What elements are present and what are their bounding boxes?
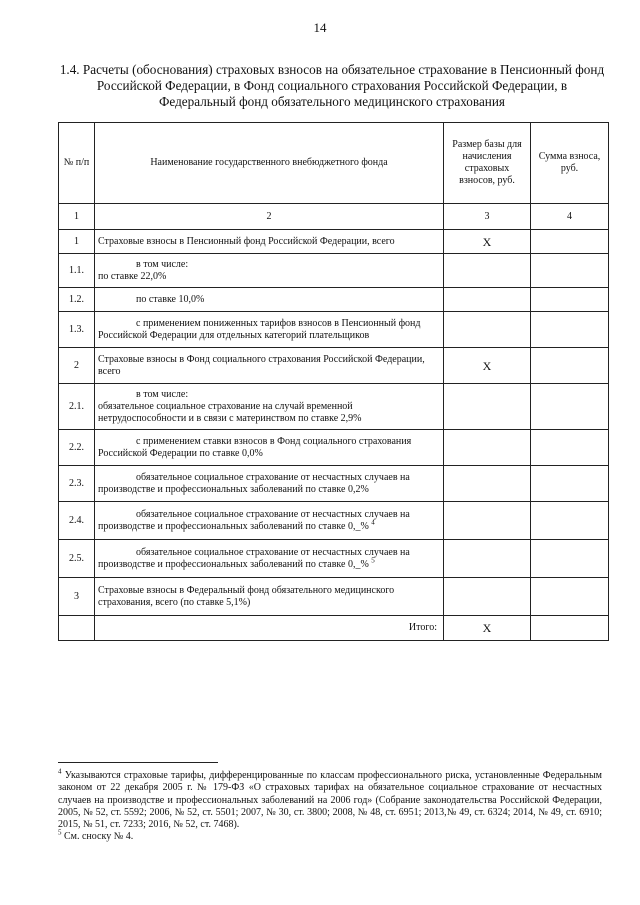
row-name: Страховые взносы в Пенсионный фонд Российской Федерации, всего bbox=[95, 230, 444, 254]
row-name bbox=[95, 254, 444, 288]
footnote-text: См. сноску № 4. bbox=[64, 831, 134, 843]
header-name: Наименование государственного внебюджетного фонда bbox=[95, 123, 444, 204]
table-row bbox=[59, 578, 609, 616]
row-sum bbox=[531, 502, 609, 540]
table-header-row bbox=[59, 123, 609, 204]
row-name bbox=[95, 288, 444, 312]
table-row bbox=[59, 466, 609, 502]
col-number: 4 bbox=[531, 204, 609, 230]
row-base bbox=[444, 384, 531, 430]
row-name bbox=[95, 384, 444, 430]
row-num: 2.5. bbox=[59, 540, 95, 578]
col-number: 1 bbox=[59, 204, 95, 230]
row-name-text: обязательное социальное страхование от несчастных случаев на производстве и профессиональных заболеваний по ставке 0,_% bbox=[98, 508, 410, 532]
row-sum bbox=[531, 254, 609, 288]
row-name: обязательное социальное страхование от несчастных случаев на производстве и профессиональных заболеваний по ставке 0,2% bbox=[95, 466, 444, 502]
col-number: 2 bbox=[95, 204, 444, 230]
row-sum bbox=[531, 312, 609, 348]
footnote-divider bbox=[58, 762, 218, 763]
footnote-4 bbox=[58, 767, 603, 831]
footnote-ref: 4 bbox=[371, 518, 375, 527]
footnote-mark: 4 bbox=[58, 767, 62, 776]
total-sum bbox=[531, 616, 609, 641]
table-row bbox=[59, 348, 609, 384]
section-heading: 1.4. Расчеты (обоснования) страховых взносов на обязательное страхование в Пенсионный фонд Российской Федерации, в Фонд социального страхования Российской Федерации, в Федеральный фонд обязательного медицинского страхования bbox=[59, 62, 605, 109]
table-row bbox=[59, 384, 609, 430]
header-base: Размер базы для начисления страховых взносов, руб. bbox=[444, 123, 531, 204]
footnote-ref: 5 bbox=[371, 556, 375, 565]
table-row bbox=[59, 254, 609, 288]
row-sum bbox=[531, 540, 609, 578]
row-name: с применением пониженных тарифов взносов в Пенсионный фонд Российской Федерации для отдельных категорий плательщиков bbox=[95, 312, 444, 348]
row-base bbox=[444, 288, 531, 312]
row-name: Страховые взносы в Фонд социального страхования Российской Федерации, всего bbox=[95, 348, 444, 384]
row-base bbox=[444, 430, 531, 466]
row-name bbox=[95, 540, 444, 578]
row-sum bbox=[531, 288, 609, 312]
row-name bbox=[95, 502, 444, 540]
row-name: с применением ставки взносов в Фонд социального страхования Российской Федерации по ставке 0,0% bbox=[95, 430, 444, 466]
row-num: 2.4. bbox=[59, 502, 95, 540]
total-label: Итого: bbox=[95, 616, 444, 641]
row-base: X bbox=[444, 230, 531, 254]
row-num: 3 bbox=[59, 578, 95, 616]
row-num: 1.3. bbox=[59, 312, 95, 348]
header-num: № п/п bbox=[59, 123, 95, 204]
row-num: 2.1. bbox=[59, 384, 95, 430]
col-number: 3 bbox=[444, 204, 531, 230]
footnotes bbox=[58, 767, 603, 844]
footnote-5 bbox=[58, 831, 602, 843]
total-num bbox=[59, 616, 95, 641]
row-name-text: по ставке 10,0% bbox=[136, 293, 205, 305]
row-base bbox=[444, 254, 531, 288]
table-row bbox=[59, 230, 609, 254]
row-base bbox=[444, 312, 531, 348]
row-name: Страховые взносы в Федеральный фонд обязательного медицинского страхования, всего (по ставке 5,1%) bbox=[95, 578, 444, 616]
total-base: X bbox=[444, 616, 531, 641]
row-name-text: по ставке 22,0% bbox=[98, 270, 167, 282]
row-name-text: обязательное социальное страхование от несчастных случаев на производстве и профессиональных заболеваний по ставке 0,_% bbox=[98, 546, 410, 570]
row-sum bbox=[531, 578, 609, 616]
row-num: 1 bbox=[59, 230, 95, 254]
row-base bbox=[444, 540, 531, 578]
contributions-table bbox=[58, 122, 609, 641]
row-num: 2.3. bbox=[59, 466, 95, 502]
total-row bbox=[59, 616, 609, 641]
row-num: 1.1. bbox=[59, 254, 95, 288]
row-num: 1.2. bbox=[59, 288, 95, 312]
row-base bbox=[444, 578, 531, 616]
table-row bbox=[59, 430, 609, 466]
footnote-text: Указываются страховые тарифы, дифференцированные по классам профессионального риска, установленные Федеральным законом от 22 декабря 2005 г. № 179-ФЗ «О страховых тарифах на обязательное социальное страхование от несчастных случаев на производстве и профессиональных заболеваний на 2006 год» (Собрание законодательства Российской Федерации, 2005, № 52, ст. 5592; 2006, № 52, ст. 5501; 2007, № 30, ст. 3800; 2008, № 48, ст. 6951; 2013,№ 49, ст. 6324; 2014, № 49, ст. 6910; 2015, № 51, ст. 7233; 2016, № 52, ст. 7468). bbox=[58, 770, 603, 831]
row-sum bbox=[531, 466, 609, 502]
column-numbers-row bbox=[59, 204, 609, 230]
page-number: 14 bbox=[313, 20, 327, 35]
table-row bbox=[59, 502, 609, 540]
header-sum: Сумма взноса, руб. bbox=[531, 123, 609, 204]
row-name-text: обязательное социальное страхование на случай временной нетрудоспособности и в связи с материнством по ставке 2,9% bbox=[98, 400, 362, 424]
row-sum bbox=[531, 230, 609, 254]
table-row bbox=[59, 312, 609, 348]
row-base bbox=[444, 502, 531, 540]
row-name-lead: в том числе: bbox=[136, 388, 189, 400]
row-num: 2.2. bbox=[59, 430, 95, 466]
row-base: X bbox=[444, 348, 531, 384]
table-row bbox=[59, 288, 609, 312]
row-name-lead: в том числе: bbox=[136, 258, 189, 270]
row-num: 2 bbox=[59, 348, 95, 384]
row-sum bbox=[531, 384, 609, 430]
footnote-mark: 5 bbox=[58, 829, 62, 838]
table-row bbox=[59, 540, 609, 578]
row-base bbox=[444, 466, 531, 502]
row-sum bbox=[531, 348, 609, 384]
row-sum bbox=[531, 430, 609, 466]
